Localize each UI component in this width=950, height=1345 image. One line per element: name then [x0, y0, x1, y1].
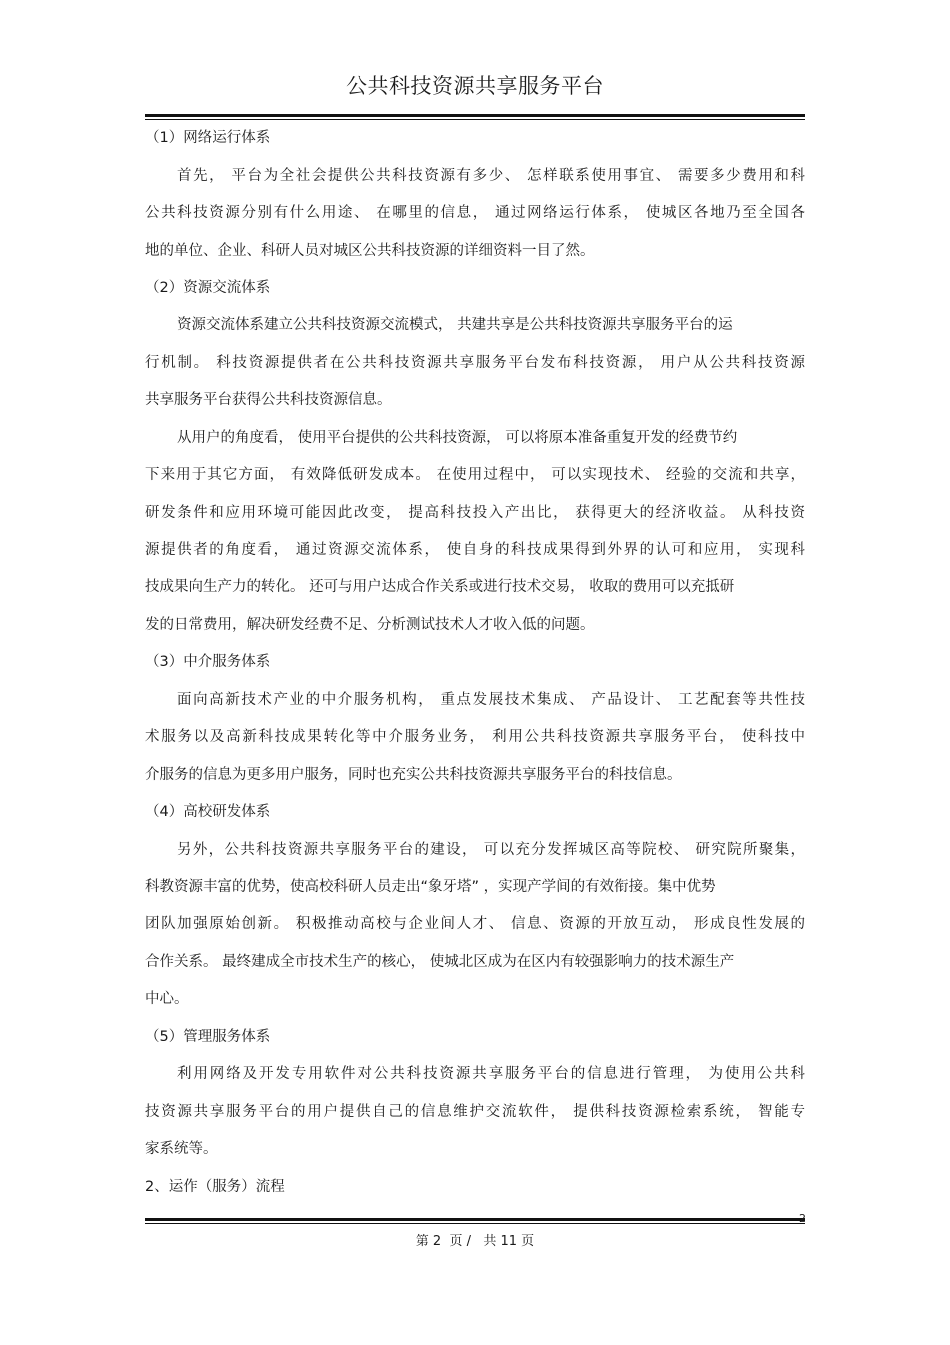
- section-heading-university-rd: （4）高校研发体系: [145, 804, 271, 820]
- section-heading-intermediary: （3）中介服务体系: [145, 654, 271, 670]
- section-heading-resource-exchange: （2）资源交流体系: [145, 280, 271, 296]
- section-heading-network: （1）网络运行体系: [145, 130, 271, 146]
- page-footer: 第 2 页 / 共 11 页: [415, 1234, 535, 1249]
- corner-page-number: 2: [799, 1212, 806, 1225]
- paragraph-line: 合作关系。 最终建成全市技术生产的核心， 使城北区成为在区内有较强影响力的技术源生产: [145, 954, 735, 970]
- header-rule-thick: [145, 114, 805, 117]
- paragraph-line: 面向高新技术产业的中介服务机构， 重点发展技术集成、 产品设计、 工艺配套等共性技: [177, 692, 805, 708]
- paragraph-line: 地的单位、企业、科研人员对城区公共科技资源的详细资料一目了然。: [145, 243, 595, 259]
- paragraph-line: 共享服务平台获得公共科技资源信息。: [145, 392, 392, 408]
- page-title: 公共科技资源共享服务平台: [346, 74, 604, 98]
- footer-rule-thick: [145, 1218, 805, 1221]
- paragraph-line: 研发条件和应用环境可能因此改变， 提高科技投入产出比， 获得更大的经济收益。 从科技资: [145, 505, 805, 521]
- section-heading-operation-flow: 2、运作（服务）流程: [145, 1179, 285, 1195]
- footer-rule-thin: [145, 1223, 805, 1224]
- paragraph-line: 从用户的角度看， 使用平台提供的公共科技资源， 可以将原本准备重复开发的经费节约: [177, 430, 738, 446]
- paragraph-line: 另外，公共科技资源共享服务平台的建设， 可以充分发挥城区高等院校、 研究院所聚集，: [177, 842, 805, 858]
- paragraph-line: 介服务的信息为更多用户服务，同时也充实公共科技资源共享服务平台的科技信息。: [145, 767, 682, 783]
- paragraph-line: 发的日常费用，解决研发经费不足、分析测试技术人才收入低的问题。: [145, 617, 595, 633]
- paragraph-line: 技资源共享服务平台的用户提供自己的信息维护交流软件， 提供科技资源检索系统， 智能专: [145, 1104, 805, 1120]
- paragraph-line: 资源交流体系建立公共科技资源交流模式， 共建共享是公共科技资源共享服务平台的运: [177, 317, 733, 333]
- paragraph-line: 术服务以及高新科技成果转化等中介服务业务， 利用公共科技资源共享服务平台， 使科技中: [145, 729, 805, 745]
- paragraph-line: 首先， 平台为全社会提供公共科技资源有多少、 怎样联系使用事宜、 需要多少费用和科: [177, 168, 805, 184]
- paragraph-line: 科教资源丰富的优势，使高校科研人员走出“象牙塔” ，实现产学间的有效衔接。集中优势: [145, 879, 716, 895]
- paragraph-line: 技成果向生产力的转化。 还可与用户达成合作关系或进行技术交易， 收取的费用可以充抵研: [145, 579, 735, 595]
- paragraph-line: 公共科技资源分别有什么用途、 在哪里的信息， 通过网络运行体系， 使城区各地乃至全国各: [145, 205, 805, 221]
- paragraph-line: 源提供者的角度看， 通过资源交流体系， 使自身的科技成果得到外界的认可和应用， 实现科: [145, 542, 805, 558]
- paragraph-line: 中心。: [145, 991, 189, 1007]
- header-rule-thin: [145, 119, 805, 120]
- paragraph-line: 利用网络及开发专用软件对公共科技资源共享服务平台的信息进行管理， 为使用公共科: [177, 1066, 805, 1082]
- paragraph-line: 家系统等。: [145, 1141, 218, 1157]
- paragraph-line: 团队加强原始创新。 积极推动高校与企业间人才、 信息、资源的开放互动， 形成良性发展的: [145, 916, 805, 932]
- paragraph-line: 下来用于其它方面， 有效降低研发成本。 在使用过程中， 可以实现技术、 经验的交流和共享，: [145, 467, 805, 483]
- section-heading-management: （5）管理服务体系: [145, 1029, 271, 1045]
- paragraph-line: 行机制。 科技资源提供者在公共科技资源共享服务平台发布科技资源， 用户从公共科技资源: [145, 355, 805, 371]
